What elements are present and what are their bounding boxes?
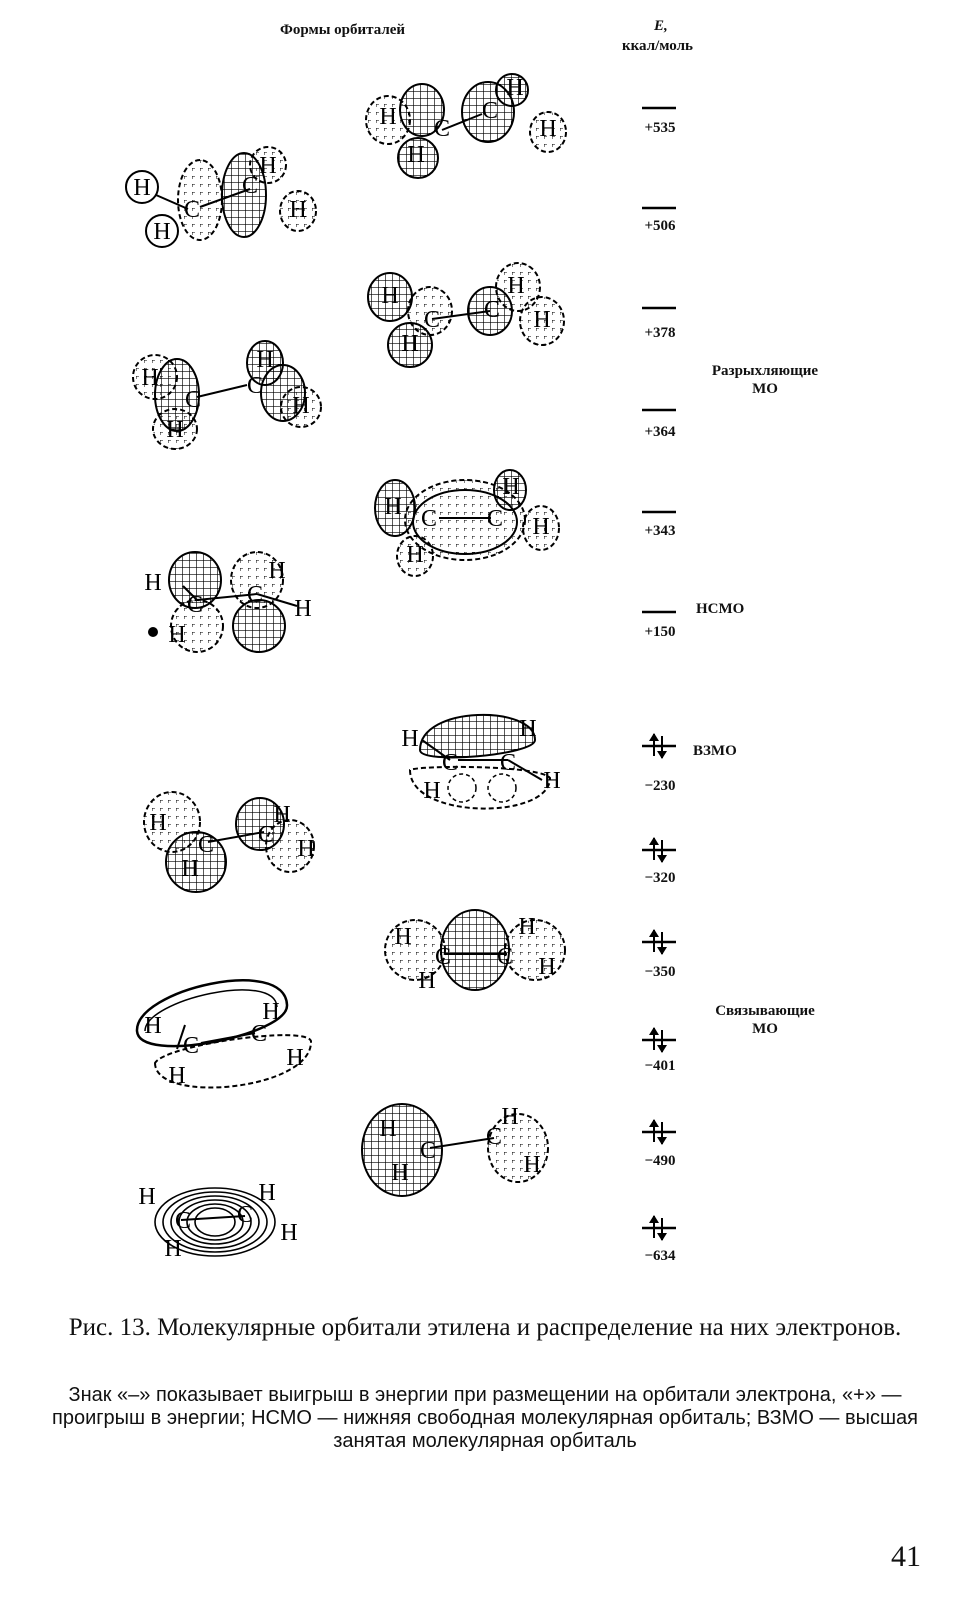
energy-unit: ккал/моль: [622, 38, 693, 54]
mo-364-sketch: [133, 341, 321, 449]
mo-320-sketch: [144, 792, 315, 892]
level-value: +378: [644, 325, 676, 341]
svg-text:H: H: [133, 175, 151, 201]
svg-text:H: H: [506, 75, 524, 101]
svg-text:C: C: [250, 1021, 268, 1047]
svg-text:H: H: [286, 1045, 304, 1071]
svg-text:H: H: [141, 365, 159, 391]
svg-text:H: H: [268, 558, 286, 584]
svg-text:C: C: [186, 592, 204, 618]
mo-634-sketch: [138, 1180, 297, 1262]
svg-text:H: H: [259, 153, 277, 179]
svg-text:C: C: [499, 750, 517, 776]
svg-text:C: C: [483, 297, 501, 323]
svg-text:H: H: [407, 142, 425, 168]
svg-text:H: H: [168, 1063, 186, 1089]
svg-text:H: H: [507, 273, 525, 299]
svg-text:H: H: [518, 914, 536, 940]
svg-text:H: H: [533, 307, 551, 333]
svg-text:H: H: [164, 1236, 182, 1262]
shapes-column-title: Формы орбиталей: [280, 22, 406, 38]
svg-text:H: H: [280, 1220, 298, 1246]
level-value: −320: [644, 870, 676, 886]
level-value: +343: [644, 523, 676, 539]
svg-text:C: C: [246, 373, 264, 399]
svg-text:H: H: [379, 1116, 397, 1142]
svg-text:H: H: [381, 283, 399, 309]
svg-text:H: H: [289, 197, 307, 223]
svg-text:C: C: [481, 98, 499, 124]
occupied-level-marker: [642, 837, 676, 863]
svg-text:C: C: [182, 1033, 200, 1059]
mo-378-sketch: [368, 263, 564, 367]
antibonding-label-line2: МО: [752, 381, 778, 397]
mo-230-sketch: [401, 715, 560, 809]
svg-text:H: H: [166, 417, 184, 443]
svg-text:H: H: [181, 856, 199, 882]
svg-text:H: H: [262, 999, 280, 1025]
svg-text:C: C: [257, 822, 275, 848]
svg-text:H: H: [406, 542, 424, 568]
level-value: −230: [644, 778, 676, 794]
svg-text:H: H: [256, 347, 274, 373]
lumo-label: НСМО: [696, 601, 745, 617]
mo-350-sketch: [385, 910, 565, 994]
svg-text:C: C: [433, 116, 451, 142]
svg-text:H: H: [273, 802, 291, 828]
svg-text:C: C: [236, 1202, 254, 1228]
svg-text:C: C: [441, 750, 459, 776]
occupied-level-marker: [642, 733, 676, 759]
svg-text:H: H: [418, 968, 436, 994]
svg-text:H: H: [394, 924, 412, 950]
svg-text:C: C: [496, 944, 514, 970]
svg-text:C: C: [485, 1124, 503, 1150]
svg-text:H: H: [153, 219, 171, 245]
svg-text:H: H: [138, 1184, 156, 1210]
mo-506-sketch: [126, 147, 316, 247]
occupied-level-marker: [642, 1119, 676, 1145]
svg-text:H: H: [384, 494, 402, 520]
svg-text:H: H: [144, 1013, 162, 1039]
svg-text:H: H: [401, 331, 419, 357]
svg-text:C: C: [174, 1208, 192, 1234]
svg-text:H: H: [379, 104, 397, 130]
mo-150-sketch: [144, 552, 311, 652]
svg-text:H: H: [401, 726, 419, 752]
svg-text:H: H: [523, 1152, 541, 1178]
svg-text:H: H: [168, 622, 186, 648]
svg-text:H: H: [294, 596, 312, 622]
svg-text:C: C: [184, 387, 202, 413]
svg-text:C: C: [420, 506, 438, 532]
level-value: −634: [644, 1248, 676, 1264]
bonding-label-line1: Связывающие: [715, 1003, 815, 1019]
energy-symbol: E,: [654, 18, 668, 34]
level-value: −490: [644, 1153, 676, 1169]
mo-401-sketch: [137, 980, 311, 1089]
svg-text:H: H: [149, 810, 167, 836]
svg-text:C: C: [434, 944, 452, 970]
svg-text:C: C: [486, 506, 504, 532]
svg-text:H: H: [391, 1160, 409, 1186]
mo-535-sketch: [366, 74, 566, 178]
svg-text:H: H: [538, 954, 556, 980]
bonding-label-line2: МО: [752, 1021, 778, 1037]
homo-label: ВЗМО: [693, 743, 737, 759]
svg-text:C: C: [197, 832, 215, 858]
level-value: +150: [644, 624, 676, 640]
page-number: 41: [891, 1540, 921, 1573]
level-value: +364: [644, 424, 676, 440]
level-value: −401: [644, 1058, 676, 1074]
level-value: +506: [644, 218, 676, 234]
svg-text:C: C: [246, 582, 264, 608]
svg-text:H: H: [423, 778, 441, 804]
svg-text:H: H: [502, 474, 520, 500]
svg-text:H: H: [292, 393, 310, 419]
svg-text:H: H: [543, 768, 561, 794]
occupied-level-marker: [642, 1215, 676, 1241]
svg-text:H: H: [258, 1180, 276, 1206]
svg-text:H: H: [501, 1104, 519, 1130]
mo-343-sketch: [375, 470, 559, 576]
antibonding-label: [690, 362, 840, 398]
figure-note: Знак «–» показывает выигрыш в энергии при размещении на орбитали электрона, «+» — проигрыш в энергии; НСМО — нижняя свободная молекулярная орбиталь; ВЗМО — высшая занятая молекулярная орбиталь: [52, 1384, 918, 1452]
level-value: +535: [644, 120, 676, 136]
mo-490-sketch: [362, 1104, 548, 1196]
level-value: −350: [644, 964, 676, 980]
figure-caption: Рис. 13. Молекулярные орбитали этилена и распределение на них электронов.: [68, 1314, 902, 1341]
occupied-level-marker: [642, 1027, 676, 1053]
svg-text:H: H: [539, 116, 557, 142]
svg-text:C: C: [183, 197, 201, 223]
svg-text:H: H: [519, 716, 537, 742]
antibonding-label-line1: Разрыхляющие: [711, 363, 819, 379]
svg-text:C: C: [419, 1138, 437, 1164]
svg-text:H: H: [297, 836, 315, 862]
svg-text:C: C: [423, 307, 441, 333]
svg-text:H: H: [144, 570, 162, 596]
bonding-label: [690, 1002, 840, 1038]
svg-text:C: C: [241, 173, 259, 199]
svg-text:H: H: [532, 514, 550, 540]
occupied-level-marker: [642, 929, 676, 955]
